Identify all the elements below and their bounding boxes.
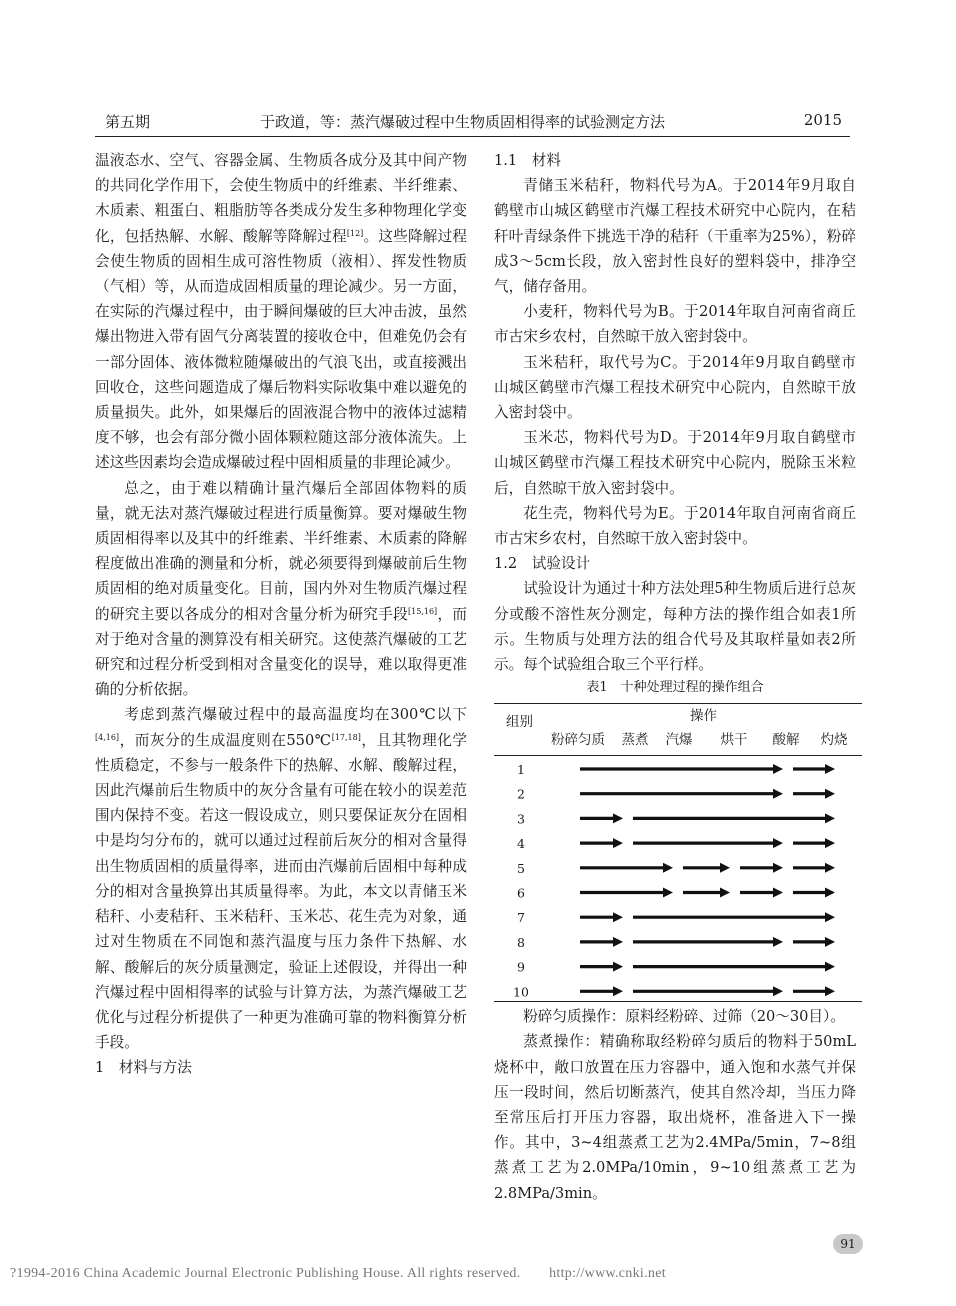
group-label: 2 <box>517 786 525 802</box>
journal-issue: 第五期 <box>105 113 151 131</box>
running-header <box>95 108 850 137</box>
arrow-head <box>720 888 730 898</box>
paragraph <box>494 350 856 426</box>
text-run: ，而灰分的生成温度则在550℃ <box>119 731 332 749</box>
text-run: 1 材料与方法 <box>95 1059 192 1077</box>
paragraph <box>95 476 467 703</box>
paragraph <box>494 1029 856 1205</box>
group-label: 1 <box>517 762 525 778</box>
arrow-head <box>613 912 623 922</box>
arrow-head <box>773 838 783 848</box>
arrow-head <box>825 838 835 848</box>
group-label: 7 <box>517 910 525 926</box>
right-column <box>494 148 856 1206</box>
table-operations-header: 操作 <box>690 708 717 725</box>
column-header: 灼烧 <box>820 732 848 749</box>
arrow-head <box>773 937 783 947</box>
text-run: 考虑到蒸汽爆破过程中的最高温度均在300℃以下 <box>124 706 467 724</box>
group-label: 9 <box>517 959 525 975</box>
arrow-head <box>825 987 835 997</box>
column-header: 烘干 <box>720 732 748 749</box>
arrow-head <box>825 937 835 947</box>
table-1-operation-combinations <box>494 701 862 1004</box>
arrow-head <box>720 863 730 873</box>
arrow-head <box>773 888 783 898</box>
text-run: 1.2 试验设计 <box>494 555 591 573</box>
group-label: 4 <box>517 836 525 852</box>
group-label: 3 <box>517 811 525 827</box>
arrow-head <box>773 863 783 873</box>
group-label: 10 <box>513 984 529 1000</box>
arrow-head <box>773 764 783 774</box>
section-heading <box>494 148 856 173</box>
paragraph <box>494 1004 856 1029</box>
arrow-head <box>613 987 623 997</box>
column-header: 蒸煮 <box>621 732 649 749</box>
arrow-head <box>825 814 835 824</box>
paragraph <box>494 173 856 299</box>
arrow-head <box>773 789 783 799</box>
right-column-top <box>494 148 856 677</box>
arrow-head <box>825 912 835 922</box>
journal-year: 2015 <box>803 111 842 129</box>
paragraph <box>494 299 856 349</box>
paragraph <box>494 576 856 677</box>
text-run: 小麦秆，物料代号为B。于2014年取自河南省商丘市古宋乡农村，自然晾干放入密封袋中。 <box>494 303 856 346</box>
paragraph <box>494 501 856 551</box>
table-1-caption: 表1 十种处理过程的操作组合 <box>586 680 764 696</box>
arrow-head <box>613 962 623 972</box>
group-label: 8 <box>517 935 525 951</box>
running-title: 于政道，等：蒸汽爆破过程中生物质固相得率的试验测定方法 <box>260 113 666 131</box>
group-label: 6 <box>517 885 525 901</box>
text-run: 玉米秸秆，取代号为C。于2014年9月取自鹤壁市山城区鹤壁市汽爆工程技术研究中心院内，自然晾干放入密封袋中。 <box>494 353 856 422</box>
arrow-head <box>825 888 835 898</box>
page-number: 91 <box>833 1234 863 1254</box>
text-run: 。这些降解过程会使生物质的固相生成可溶性物质（液相）、挥发性物质（气相）等，从而造成固相质量的理论减少。另一方面，在实际的汽爆过程中，由于瞬间爆破的巨大冲击波，虽然爆出物进入带有固气分离装置的接收仓中，但难免仍会有一部分固体、液体微粒随爆破出的气浪飞出，或直接溅出回收仓，这些问题造成了爆后物料实际收集中难以避免的质量损失。此外，如果爆后的固液混合物中的液体过滤精度不够，也会有部分微小固体颗粒随这部分液体流失。上述这些因素均会造成爆破过程中固相质量的非理论减少。 <box>95 227 467 472</box>
text-run: 1.1 材料 <box>494 152 561 169</box>
citation: [17,18] <box>331 732 361 742</box>
arrow-head <box>613 814 623 824</box>
text-run: 蒸煮操作：精确称取经粉碎匀质后的物料于50mL烧杯中，敞口放置在压力容器中，通入饱和水蒸气并保压一段时间，然后切断蒸汽，使其自然冷却，当压力降至常压后打开压力容器，取出烧杯，准备进入下一操作。其中，3~4组蒸煮工艺为2.4MPa/5min，7~8组蒸煮工艺为2.0MPa/10min，9~10组蒸煮工艺为2.8MPa/3min。 <box>494 1033 856 1202</box>
arrow-head <box>825 962 835 972</box>
text-run: 花生壳，物料代号为E。于2014年取自河南省商丘市古宋乡农村，自然晾干放入密封袋中。 <box>494 504 856 548</box>
arrow-head <box>825 863 835 873</box>
text-run: 总之，由于难以精确计量汽爆后全部固体物料的质量，就无法对蒸汽爆破过程进行质量衡算。要对爆破生物质固相得率以及其中的纤维素、半纤维素、木质素的降解程度做出准确的测量和分析，就必须要得到爆破前后生物质固相的绝对质量变化。目前，国内外对生物质汽爆过程的研究主要以各成分的相对含量分析为研究手段 <box>95 479 467 623</box>
text-run: 玉米芯，物料代号为D。于2014年9月取自鹤壁市山城区鹤壁市汽爆工程技术研究中心院内，脱除玉米粒后，自然晾干放入密封袋中。 <box>494 429 856 497</box>
arrow-head <box>773 987 783 997</box>
table-group-header: 组别 <box>506 714 533 731</box>
column-header: 汽爆 <box>665 732 693 749</box>
text-run: 粉碎匀质操作：原料经粉碎、过筛（20～30目）。 <box>523 1008 845 1026</box>
paragraph <box>494 425 856 501</box>
table-arrows <box>494 701 862 1004</box>
citation: [12] <box>346 228 364 238</box>
text-run: 温液态水、空气、容器金属、生物质各成分及其中间产物的共同化学作用下，会使生物质中的纤维素、半纤维素、木质素、粗蛋白、粗脂肪等各类成分发生多种物理化学变化，包括热解、水解、酸解等降解过程 <box>95 152 467 245</box>
group-label: 5 <box>517 861 525 877</box>
arrow-head <box>613 838 623 848</box>
arrow-head <box>613 937 623 947</box>
text-run: ，而对于绝对含量的测算没有相关研究。这使蒸汽爆破的工艺研究和过程分析受到相对含量变化的误导，难以取得更准确的分析依据。 <box>95 605 467 699</box>
text-run: ，且其物理化学性质稳定，不参与一般条件下的热解、水解、酸解过程，因此汽爆前后生物质中的灰分含量有可能在较小的误差范围内保持不变。若这一假设成立，则只要保证灰分在固相中是均匀分布的，就可以通过过程前后灰分的相对含量得出生物质固相的质量得率，进而由汽爆前后固相中每种成分的相对含量换算出其质量得率。为此，本文以青储玉米秸秆、小麦秸秆、玉米秸秆、玉米芯、花生壳为对象，通过对生物质在不同饱和蒸汽温度与压力条件下热解、水解、酸解后的灰分质量测定，验证上述假设，并得出一种汽爆过程中固相得率的试验与计算方法，为蒸汽爆破工艺优化与过程分析提供了一种更为准确可靠的物料衡算分析手段。 <box>95 731 467 1052</box>
citation: [4,16] <box>95 732 120 742</box>
paragraph <box>95 148 467 476</box>
column-header: 酸解 <box>772 732 800 749</box>
paragraph <box>95 702 467 1055</box>
copyright-footer: ?1994-2016 China Academic Journal Electronic Publishing House. All rights reserved. http://www.cnki.net <box>10 1266 666 1281</box>
section-heading <box>95 1055 467 1080</box>
column-header: 粉碎匀质 <box>551 732 605 749</box>
text-run: 青储玉米秸秆，物料代号为A。于2014年9月取自鹤壁市山城区鹤壁市汽爆工程技术研究中心院内，在秸秆叶青绿条件下挑选干净的秸秆（干重率为25%），粉碎成3～5cm长段，放入密封性良好的塑料袋中，排净空气，储存备用。 <box>494 177 856 296</box>
citation: [15,16] <box>408 606 438 616</box>
text-run: 试验设计为通过十种方法处理5种生物质后进行总灰分或酸不溶性灰分测定，每种方法的操作组合如表1所示。生物质与处理方法的组合代号及其取样量如表2所示。每个试验组合取三个平行样。 <box>494 580 856 674</box>
left-column <box>95 148 467 1081</box>
arrow-head <box>825 789 835 799</box>
arrow-head <box>663 863 673 873</box>
right-column-bottom <box>494 1004 856 1206</box>
section-heading <box>494 551 856 576</box>
arrow-head <box>825 764 835 774</box>
arrow-head <box>663 888 673 898</box>
